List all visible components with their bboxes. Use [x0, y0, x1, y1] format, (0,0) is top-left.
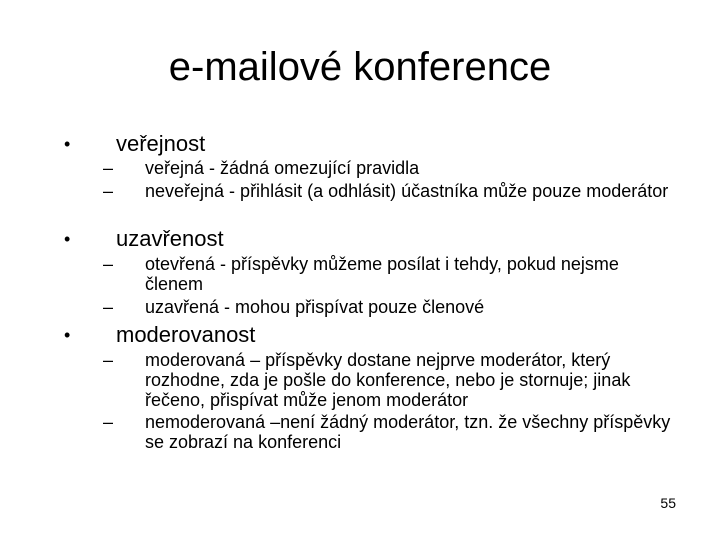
- heading-label: veřejnost: [116, 131, 206, 156]
- sub-item-text: moderovaná – příspěvky dostane nejprve moderátor, který rozhodne, zda je pošle do konference, nebo je stornuje; jinak řečeno, přispívat může jenom moderátor: [145, 350, 631, 410]
- dash-icon: –: [103, 412, 114, 432]
- slide-title: e-mailové konference: [168, 45, 552, 89]
- bullet-icon: •: [64, 229, 71, 249]
- page-number: 55: [660, 495, 676, 511]
- sub-item-text: uzavřená - mohou přispívat pouze členové: [145, 297, 485, 317]
- sub-item-text: otevřená - příspěvky můžeme posílat i tehdy, pokud nejsme členem: [145, 254, 619, 294]
- dash-icon: –: [103, 350, 114, 370]
- dash-icon: –: [103, 181, 114, 201]
- heading-label: uzavřenost: [116, 226, 224, 251]
- sub-item-text: neveřejná - přihlásit (a odhlásit) účastníka může pouze moderátor: [145, 181, 669, 201]
- sub-item-text: veřejná - žádná omezující pravidla: [145, 158, 420, 178]
- dash-icon: –: [103, 158, 114, 178]
- heading-label: moderovanost: [116, 322, 256, 347]
- dash-icon: –: [103, 297, 114, 317]
- bullet-icon: •: [64, 134, 71, 154]
- bullet-icon: •: [64, 325, 71, 345]
- dash-icon: –: [103, 254, 114, 274]
- sub-item-text: nemoderovaná –není žádný moderátor, tzn. že všechny příspěvky se zobrazí na konferenci: [145, 412, 671, 452]
